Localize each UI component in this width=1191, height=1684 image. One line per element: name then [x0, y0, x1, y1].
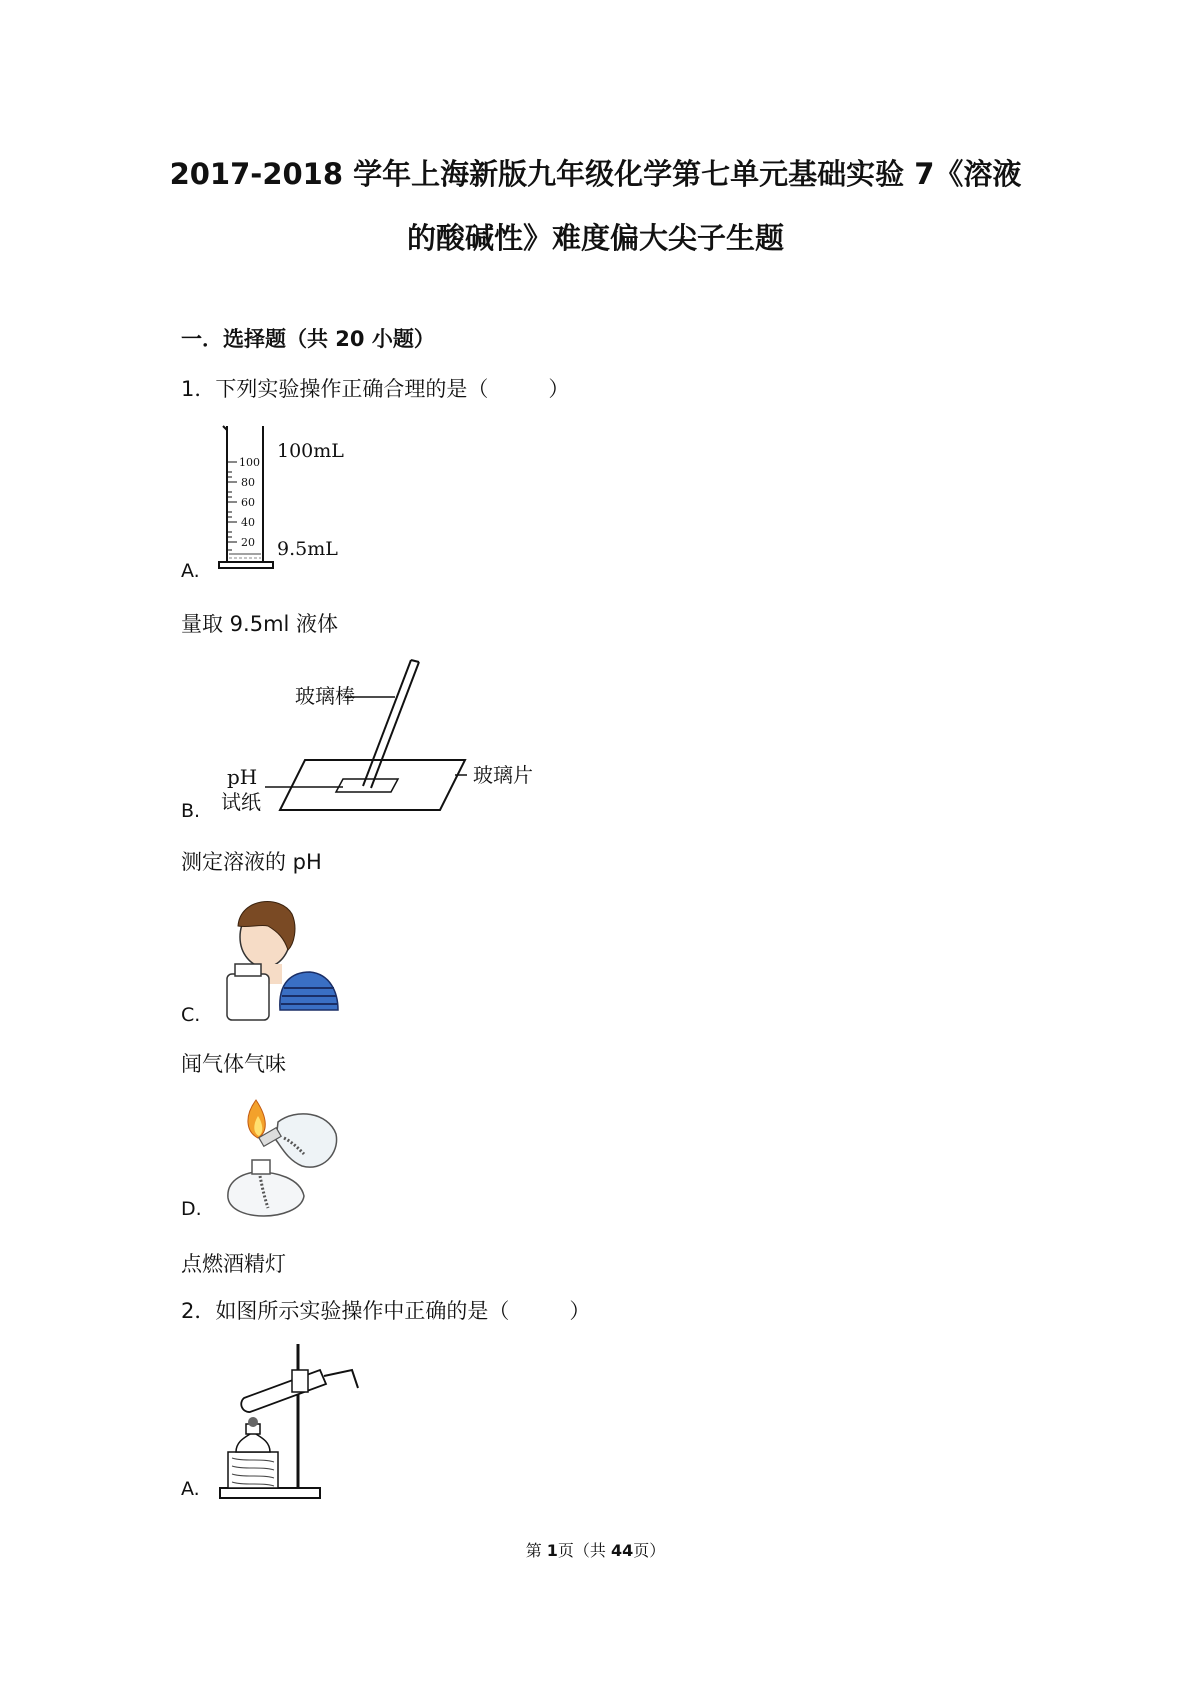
document-title-line2: 的酸碱性》难度偏大尖子生题 — [406, 221, 784, 255]
option-b-caption: 测定溶液的 pH — [181, 850, 322, 874]
tick-label: 100 — [239, 456, 260, 469]
smelling-gas-figure — [220, 892, 340, 1022]
heating-test-tube-figure — [218, 1340, 368, 1510]
graduated-cylinder-figure — [215, 422, 365, 577]
option-c-letter: C. — [181, 1004, 201, 1026]
question-1-stem: 1．下列实验操作正确合理的是（ ） — [181, 377, 570, 401]
section-heading: 一．选择题（共 20 小题） — [181, 327, 435, 351]
ph-test-figure — [215, 652, 545, 822]
option-b-letter: B. — [181, 800, 201, 822]
tick-label: 20 — [241, 536, 255, 549]
tick-label: 40 — [241, 516, 255, 529]
label-glass-rod: 玻璃棒 — [295, 684, 355, 708]
option-a-letter: A. — [181, 560, 200, 582]
label-glass-slide: 玻璃片 — [473, 763, 533, 787]
label-100ml: 100mL — [277, 440, 344, 462]
document-title-line1: 2017-2018 学年上海新版九年级化学第七单元基础实验 7《溶液 — [169, 157, 1022, 191]
option-d-letter: D. — [181, 1198, 202, 1220]
question-2-stem: 2．如图所示实验操作中正确的是（ ） — [181, 1299, 591, 1323]
label-9-5ml: 9.5mL — [277, 538, 338, 560]
label-ph: pH — [227, 765, 258, 789]
tick-label: 60 — [241, 496, 255, 509]
option-c-caption: 闻气体气味 — [181, 1052, 286, 1076]
option-d-caption: 点燃酒精灯 — [181, 1252, 286, 1276]
tick-label: 80 — [241, 476, 255, 489]
current-page: 1 — [546, 1541, 558, 1560]
q2-option-a-letter: A. — [181, 1478, 200, 1500]
option-a-caption: 量取 9.5ml 液体 — [181, 612, 339, 636]
total-pages: 44 — [611, 1541, 634, 1560]
alcohol-lamp-figure — [218, 1092, 358, 1222]
page-footer: 第 1页（共 44页） — [525, 1541, 666, 1560]
label-test-paper: 试纸 — [221, 790, 261, 814]
